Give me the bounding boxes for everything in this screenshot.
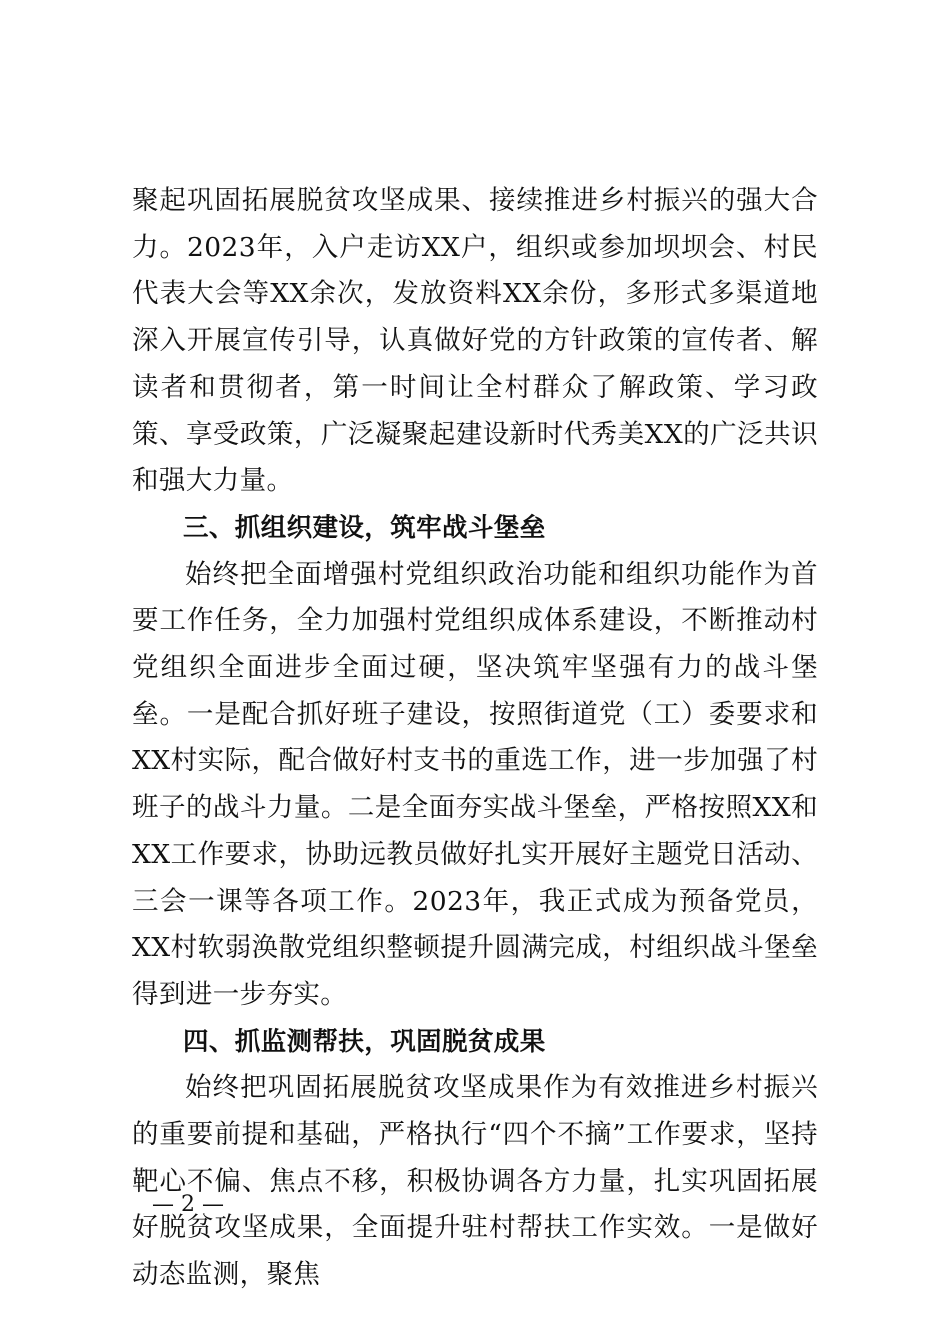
body-paragraph: 始终把巩固拓展脱贫攻坚成果作为有效推进乡村振兴的重要前提和基础，严格执行“四个不摘”工作要求，坚持靶心不偏、焦点不移，积极协调各方力量，扎实巩固拓展好脱贫攻坚成果，全面提升驻村帮扶工作实效。一是做好动态监测，聚焦 (132, 1072, 818, 1291)
document-body (132, 178, 818, 1299)
body-paragraph: 始终把全面增强村党组织政治功能和组织功能作为首要工作任务，全力加强村党组织成体系建设，不断推动村党组织全面进步全面过硬，坚决筑牢坚强有力的战斗堡垒。一是配合抓好班子建设，按照街道党（工）委要求和XX村实际，配合做好村支书的重选工作，进一步加强了村班子的战斗力量。二是全面夯实战斗堡垒，严格按照XX和XX工作要求，协助远教员做好扎实开展好主题党日活动、三会一课等各项工作。2023年，我正式成为预备党员，XX村软弱涣散党组织整顿提升圆满完成，村组织战斗堡垒得到进一步夯实。 (132, 558, 818, 1010)
section-heading-4: 四、抓监测帮扶，巩固脱贫成果 (183, 1026, 546, 1057)
page-number: — 2 — (152, 1192, 224, 1217)
body-paragraph-continued: 聚起巩固拓展脱贫攻坚成果、接续推进乡村振兴的强大合力。2023年，入户走访XX户，组织或参加坝坝会、村民代表大会等XX余次，发放资料XX余份，多形式多渠道地深入开展宣传引导，认真做好党的方针政策的宣传者、解读者和贯彻者，第一时间让全村群众了解政策、学习政策、享受政策，广泛凝聚起建设新时代秀美XX的广泛共识和强大力量。 (132, 185, 818, 497)
section-heading-3: 三、抓组织建设，筑牢战斗堡垒 (183, 512, 546, 543)
